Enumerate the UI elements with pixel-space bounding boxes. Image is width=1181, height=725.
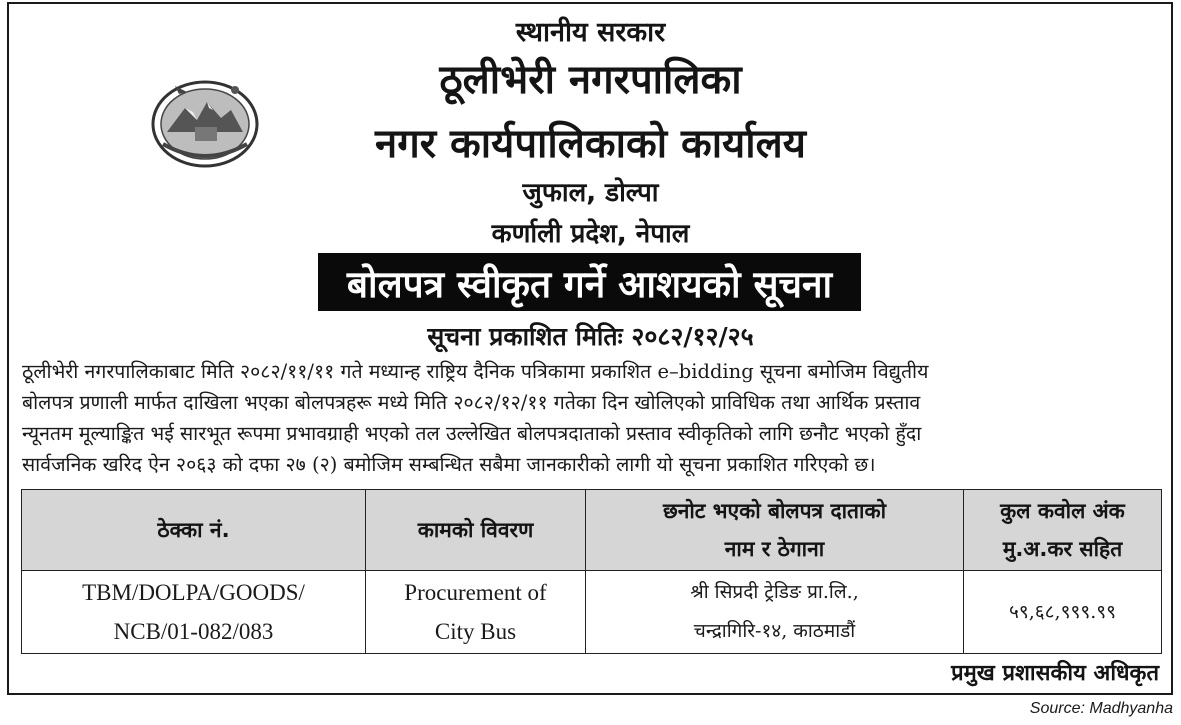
tender-table (21, 489, 1162, 654)
cell-bid-amount (964, 571, 1162, 654)
header-municipality-name: ठूलीभेरी नगरपालिका (439, 57, 742, 103)
cell-contract-number (22, 571, 366, 654)
body-line: बोलपत्र प्रणाली मार्फत दाखिला भएका बोलपत्रहरू मध्ये मिति २०८२/१२/११ गतेका दिन खोलिएको प्राविधिक तथा आर्थिक प्रस्ताव (22, 391, 921, 414)
table-header-row (22, 490, 1162, 571)
header-bidder-line1: छनोट भएको बोलपत्र दाताको (662, 499, 887, 523)
notice-body (22, 356, 1163, 480)
header-office-name: नगर कार्यपालिकाको कार्यालय (375, 121, 806, 167)
header-work-description (366, 490, 586, 571)
header-contract-number (22, 490, 366, 571)
header-province: कर्णाली प्रदेश, नेपाल (491, 219, 690, 249)
header-local-government: स्थानीय सरकार (515, 17, 666, 48)
contract-number-line2: NCB/01-082/083 (113, 619, 274, 644)
bid-amount: ५९,६८,९९९.९९ (1008, 600, 1117, 623)
publication-date: सूचना प्रकाशित मितिः २०८२/१२/२५ (427, 322, 754, 351)
source-credit: Source: Madhyanha (1029, 700, 1173, 717)
bidder-address: चन्द्रागिरि-१४, काठमाडौं (693, 620, 856, 642)
header-contract-number-label: ठेक्का नं. (157, 518, 230, 542)
description-line1: Procurement of (404, 580, 547, 605)
bidder-name: श्री सिप्रदी ट्रेडिङ प्रा.लि., (690, 581, 859, 603)
header-amount-line2: मु.अ.कर सहित (1002, 537, 1123, 561)
header-amount-line1: कुल कवोल अंक (1000, 499, 1125, 523)
signature-chief-administrative-officer: प्रमुख प्रशासकीय अधिकृत (951, 661, 1159, 686)
header-bidder-line2: नाम र ठेगाना (724, 537, 825, 561)
cell-bidder (586, 571, 964, 654)
table-row (22, 571, 1162, 654)
description-line2: City Bus (434, 619, 517, 644)
header-work-description-label: कामको विवरण (417, 518, 534, 542)
header-location: जुफाल, डोल्पा (522, 178, 659, 208)
header-bidder (586, 490, 964, 571)
body-line: ठूलीभेरी नगरपालिकाबाट मिति २०८२/११/११ गते मध्यान्ह राष्ट्रिय दैनिक पत्रिकामा प्रकाशित e–bidding सूचना बमोजिम विद्युतीय (22, 360, 929, 383)
body-line: न्यूनतम मूल्याङ्कित भई सारभूत रूपमा प्रभावग्राही भएको तल उल्लेखित बोलपत्रदाताको प्रस्ताव स्वीकृतिको लागि छनौट भएको हुँदा (22, 422, 922, 445)
notice-title: बोलपत्र स्वीकृत गर्ने आशयको सूचना (318, 253, 861, 311)
cell-work-description (366, 571, 586, 654)
header-total-bid-amount (964, 490, 1162, 571)
contract-number-line1: TBM/DOLPA/GOODS/ (82, 580, 305, 605)
body-line: सार्वजनिक खरिद ऐन २०६३ को दफा २७ (२) बमोजिम सम्बन्धित सबैमा जानकारीको लागी यो सूचना प्रकाशित गरिएको छ। (22, 453, 876, 476)
